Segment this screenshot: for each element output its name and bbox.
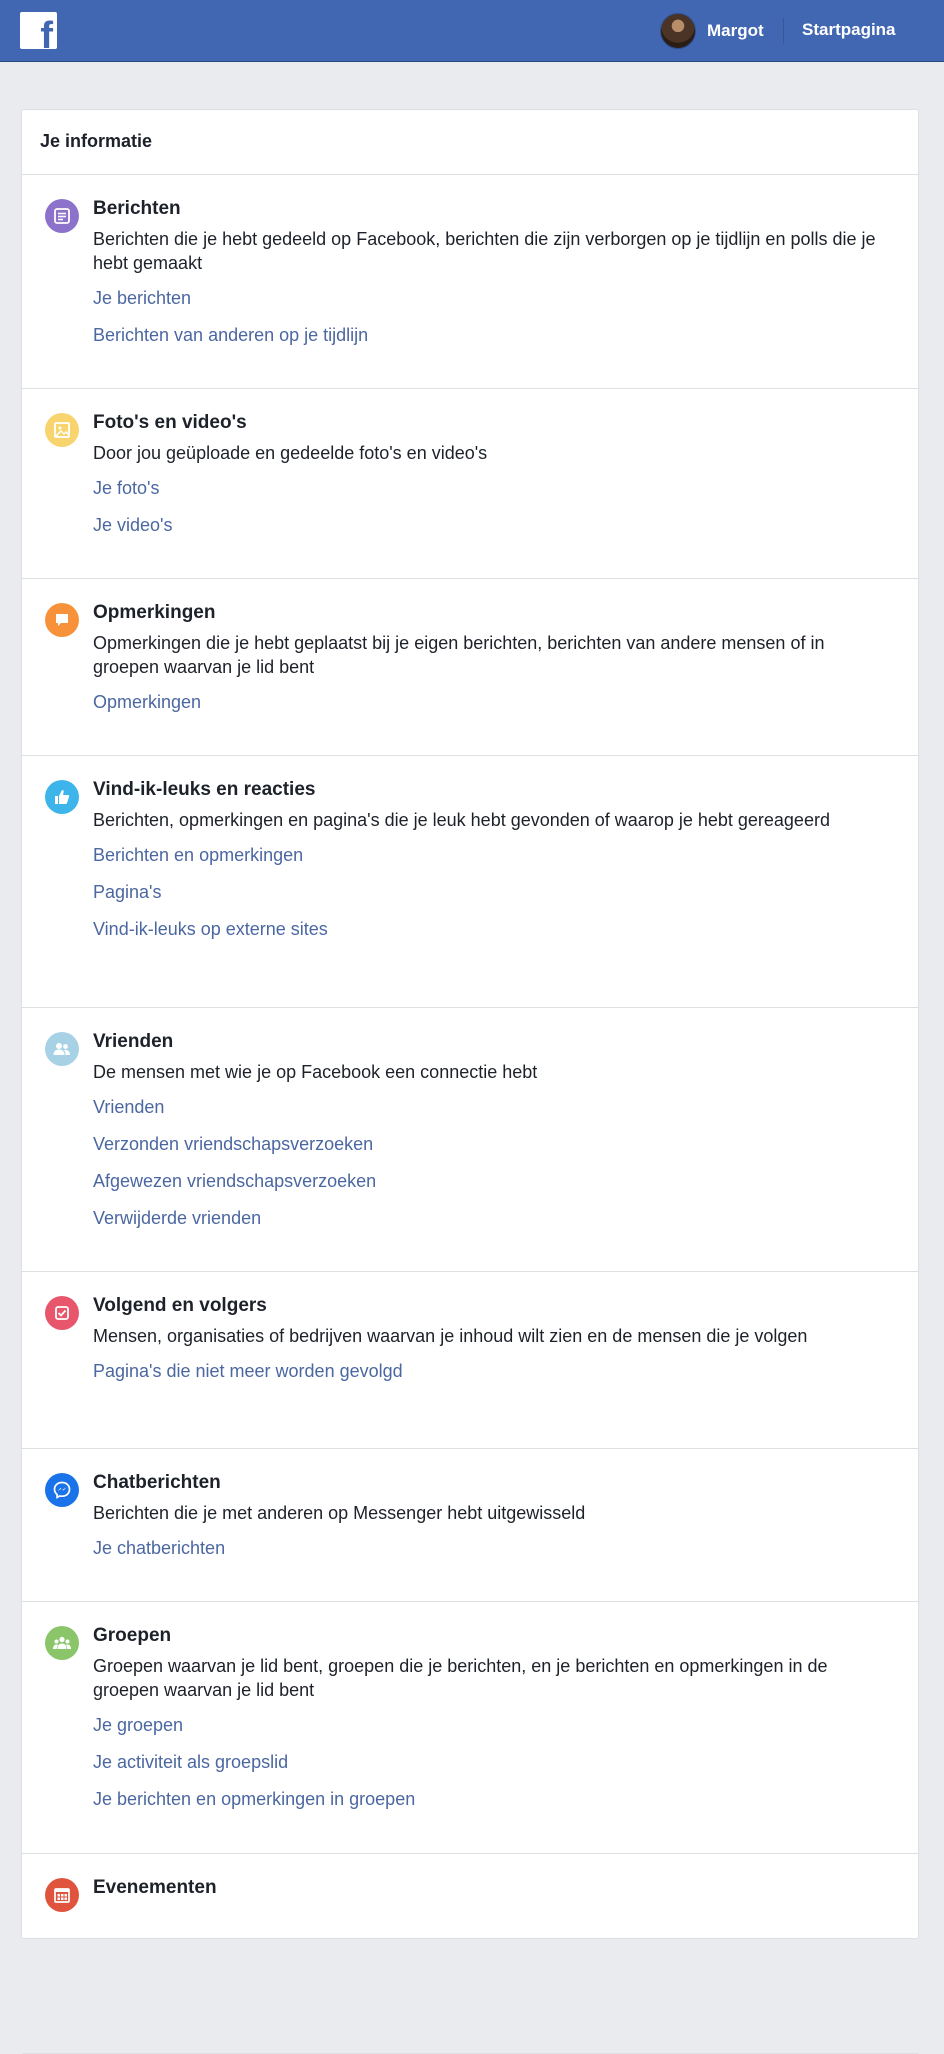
friends-icon: [45, 1032, 79, 1066]
messenger-icon: [45, 1473, 79, 1507]
section-title: Groepen: [93, 1625, 172, 1646]
section-link[interactable]: Verwijderde vrienden: [93, 1208, 262, 1228]
section-link[interactable]: Je berichten en opmerkingen in groepen: [93, 1789, 416, 1809]
photo-icon: [45, 413, 79, 447]
avatar[interactable]: [660, 13, 696, 49]
calendar-icon: [45, 1878, 79, 1912]
section-link[interactable]: Opmerkingen: [93, 692, 202, 712]
following-icon: [45, 1296, 79, 1330]
section-title: Foto's en video's: [93, 412, 247, 433]
section-friends: [22, 1008, 918, 1272]
home-link[interactable]: Startpagina: [802, 20, 896, 39]
section-thumbs-up: [22, 756, 918, 1008]
section-messenger: [22, 1449, 918, 1602]
posts-icon: [45, 199, 79, 233]
section-link[interactable]: Berichten en opmerkingen: [93, 845, 304, 865]
section-links: [93, 286, 898, 347]
section-title: Vind-ik-leuks en reacties: [93, 779, 316, 800]
section-calendar: [22, 1854, 918, 2054]
section-description: Berichten die je hebt gedeeld op Facebook, berichten die zijn verborgen op je tijdlijn en polls die je hebt gemaakt: [93, 229, 876, 273]
section-title: Volgend en volgers: [93, 1295, 267, 1316]
top-navigation-bar: [0, 0, 944, 62]
section-link[interactable]: Je berichten: [93, 288, 192, 308]
section-description: Mensen, organisaties of bedrijven waarvan je inhoud wilt zien en de mensen die je volgen: [93, 1326, 808, 1346]
section-photo: [22, 389, 918, 579]
section-link[interactable]: Afgewezen vriendschapsverzoeken: [93, 1171, 377, 1191]
profile-name[interactable]: Margot: [707, 21, 764, 40]
section-title: Opmerkingen: [93, 602, 216, 623]
thumbs-up-icon: [45, 780, 79, 814]
section-link[interactable]: Berichten van anderen op je tijdlijn: [93, 325, 369, 345]
section-description: Groepen waarvan je lid bent, groepen die je berichten, en je berichten en opmerkingen in de groepen waarvan je lid bent: [93, 1656, 828, 1700]
section-link[interactable]: Pagina's: [93, 882, 162, 902]
profile-link[interactable]: [660, 13, 764, 49]
card-title: Je informatie: [22, 110, 918, 175]
section-links: [93, 690, 898, 714]
section-comment: [22, 579, 918, 756]
section-links: [93, 1095, 898, 1230]
section-links: [93, 1536, 898, 1560]
section-posts: [22, 175, 918, 389]
section-title: Chatberichten: [93, 1472, 221, 1493]
section-description: Opmerkingen die je hebt geplaatst bij je eigen berichten, berichten van andere mensen of in groepen waarvan je lid bent: [93, 633, 825, 677]
section-following: [22, 1272, 918, 1449]
section-title: Vrienden: [93, 1031, 174, 1052]
section-groups: [22, 1602, 918, 1854]
section-title: Berichten: [93, 198, 181, 219]
section-links: [93, 843, 898, 941]
section-links: [93, 476, 898, 537]
facebook-logo-icon[interactable]: f: [20, 12, 57, 49]
section-link[interactable]: Je foto's: [93, 478, 160, 498]
section-links: [93, 1713, 898, 1811]
section-title: Evenementen: [93, 1877, 217, 1898]
section-description: De mensen met wie je op Facebook een connectie hebt: [93, 1062, 538, 1082]
section-link[interactable]: Vrienden: [93, 1097, 165, 1117]
comment-icon: [45, 603, 79, 637]
section-link[interactable]: Je groepen: [93, 1715, 184, 1735]
section-link[interactable]: Pagina's die niet meer worden gevolgd: [93, 1361, 403, 1381]
section-description: Berichten, opmerkingen en pagina's die je leuk hebt gevonden of waarop je hebt gereageerd: [93, 810, 830, 830]
section-list: [22, 175, 918, 2054]
section-link[interactable]: Je chatberichten: [93, 1538, 226, 1558]
section-links: [93, 1359, 898, 1383]
section-link[interactable]: Verzonden vriendschapsverzoeken: [93, 1134, 374, 1154]
section-description: Berichten die je met anderen op Messenger hebt uitgewisseld: [93, 1503, 586, 1523]
groups-icon: [45, 1626, 79, 1660]
nav-divider: [783, 18, 784, 44]
section-link[interactable]: Je video's: [93, 515, 173, 535]
your-information-card: [21, 109, 919, 1939]
section-link[interactable]: Vind-ik-leuks op externe sites: [93, 919, 328, 939]
section-description: Door jou geüploade en gedeelde foto's en video's: [93, 443, 488, 463]
section-link[interactable]: Je activiteit als groepslid: [93, 1752, 289, 1772]
